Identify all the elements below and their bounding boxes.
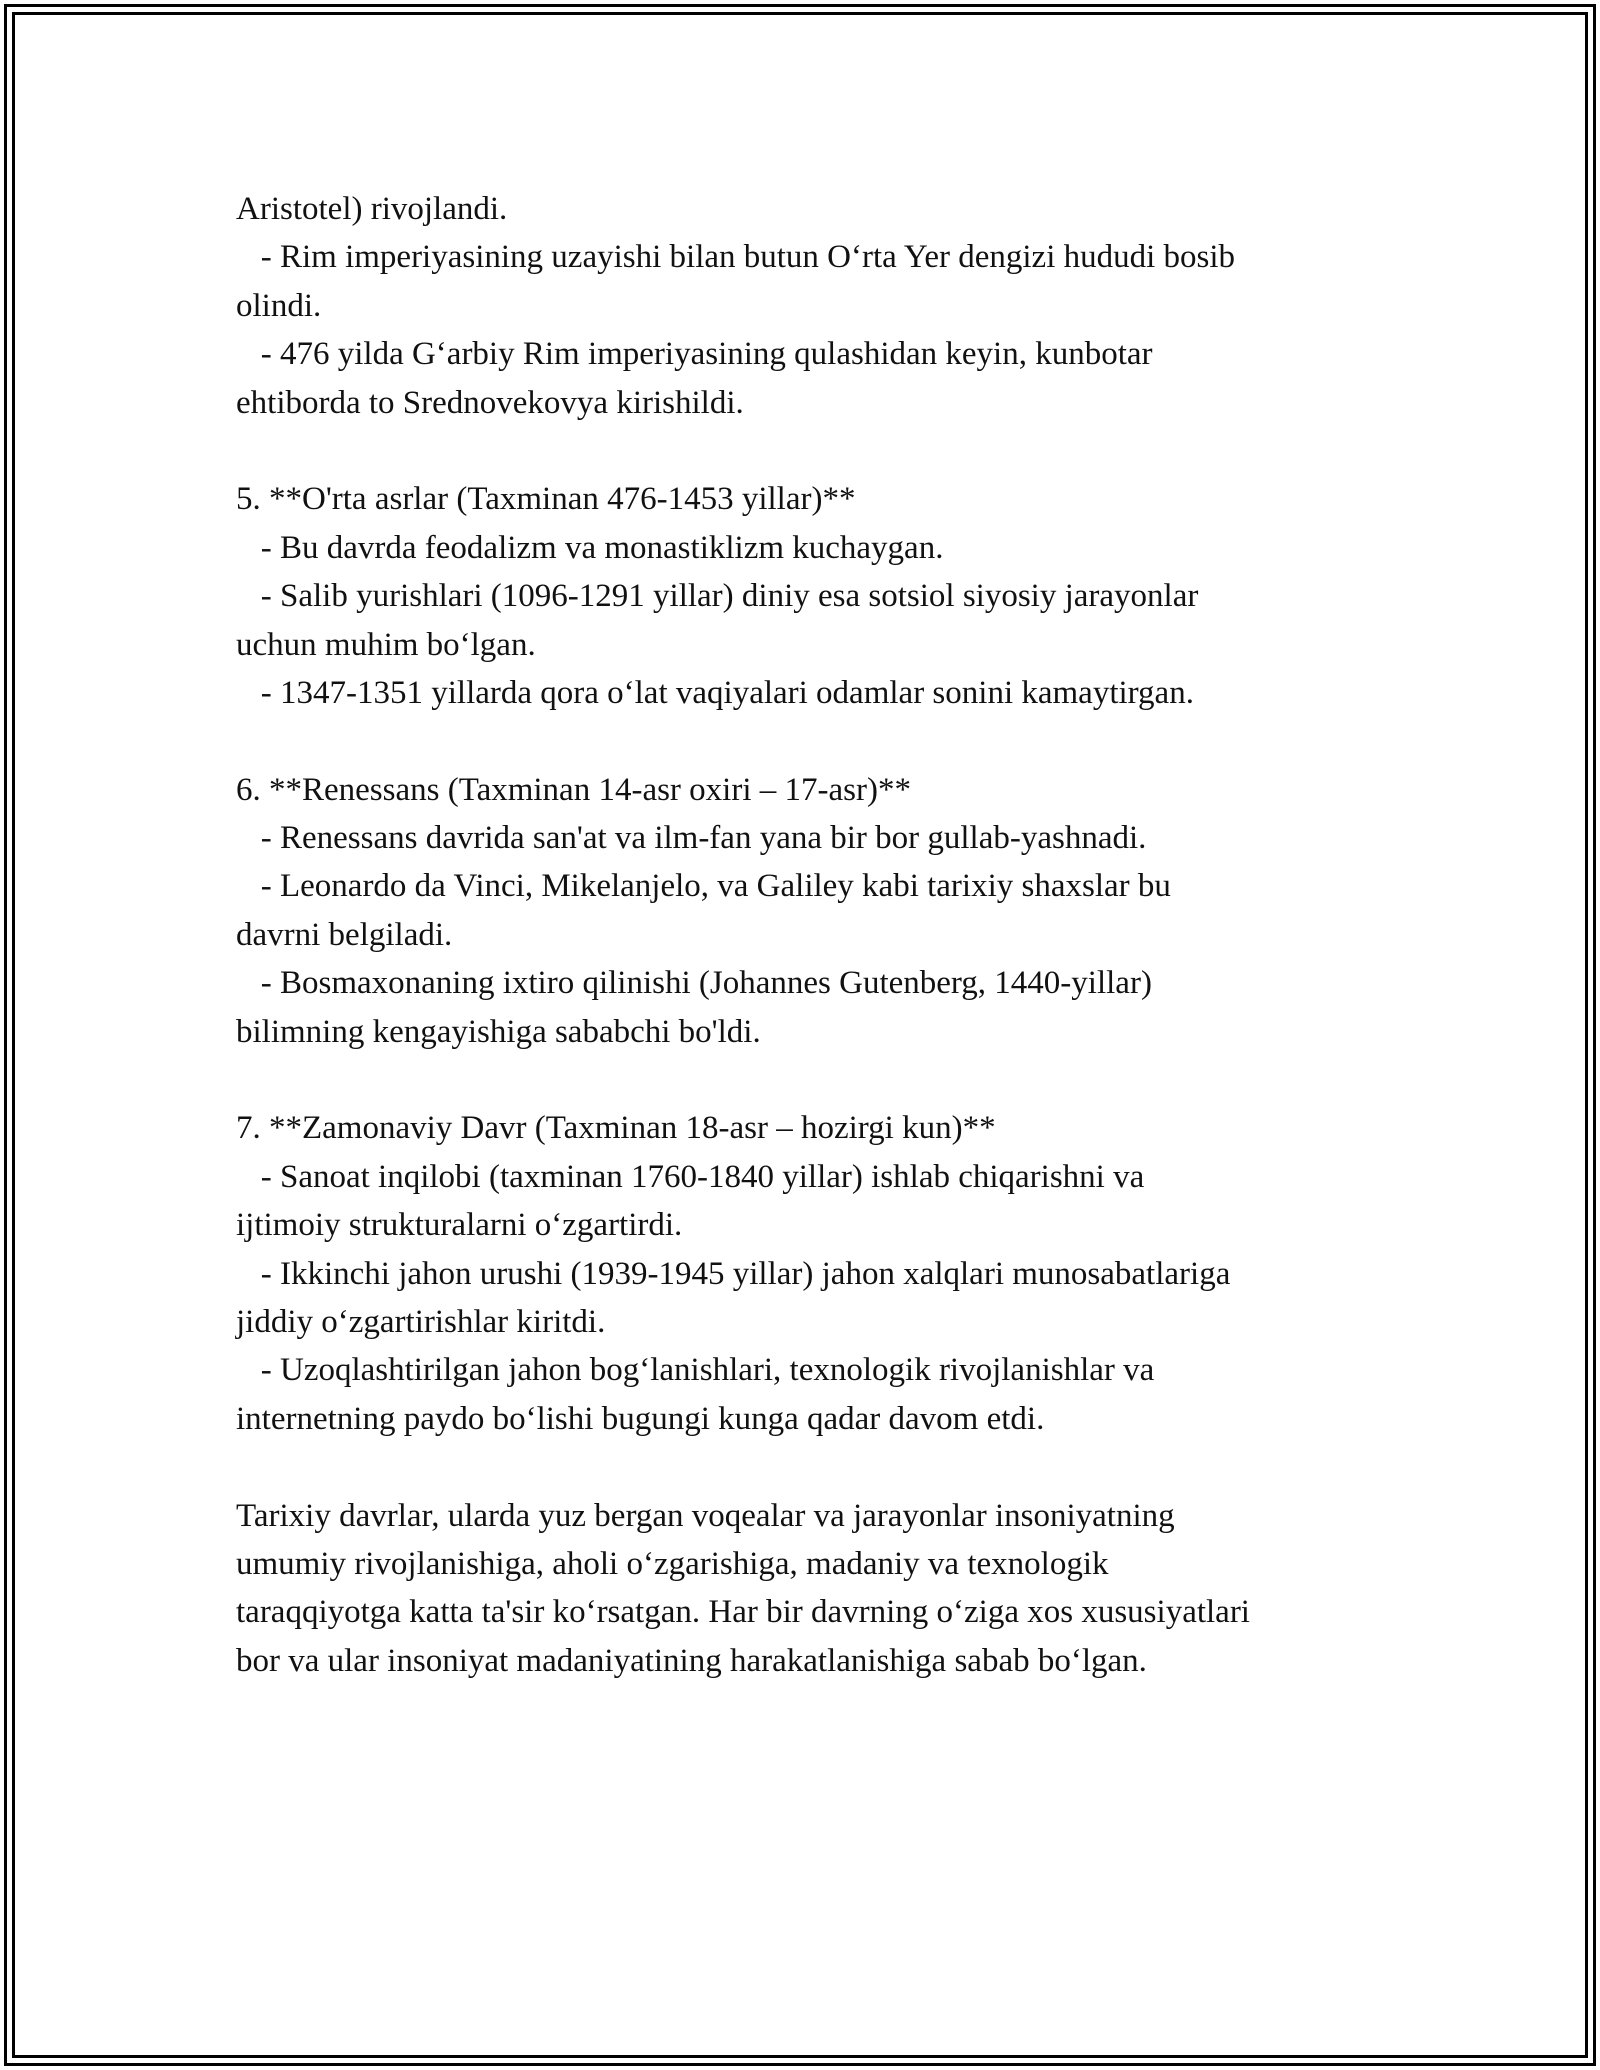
section-line: ijtimoiy strukturalarni o‘zgartirdi. <box>236 1207 683 1244</box>
section-line: - Renessans davrida san'at va ilm-fan yana bir bor gullab-yashnadi. <box>236 820 1147 857</box>
paragraph-spacer <box>236 427 1416 475</box>
section-heading: 5. **O'rta asrlar (Taxminan 476-1453 yillar)** <box>236 481 856 518</box>
conclusion-paragraph <box>236 1492 1416 1686</box>
conclusion-line: Tarixiy davrlar, ularda yuz bergan voqealar va jarayonlar insoniyatning <box>236 1497 1175 1534</box>
intro-line: ehtiborda to Srednovekovya kirishildi. <box>236 384 744 421</box>
section-line: - Bu davrda feodalizm va monastiklizm kuchaygan. <box>236 529 944 566</box>
intro-line: - Rim imperiyasining uzayishi bilan butun O‘rta Yer dengizi hududi bosib <box>236 239 1236 276</box>
document-body <box>236 185 1416 1685</box>
conclusion-line: taraqqiyotga katta ta'sir ko‘rsatgan. Har bir davrning o‘ziga xos xususiyatlari <box>236 1594 1250 1631</box>
section-line: jiddiy o‘zgartirishlar kiritdi. <box>236 1303 606 1340</box>
section-line: bilimning kengayishiga sababchi bo'ldi. <box>236 1013 761 1050</box>
section-line: uchun muhim bo‘lgan. <box>236 626 536 663</box>
section-line: - Bosmaxonaning ixtiro qilinishi (Johannes Gutenberg, 1440-yillar) <box>236 965 1152 1002</box>
section-heading: 6. **Renessans (Taxminan 14-asr oxiri – 17-asr)** <box>236 771 911 808</box>
intro-line: Aristotel) rivojlandi. <box>236 191 508 227</box>
section-line: - Ikkinchi jahon urushi (1939-1945 yillar) jahon xalqlari munosabatlariga <box>236 1255 1231 1292</box>
section-line: - 1347-1351 yillarda qora o‘lat vaqiyalari odamlar sonini kamaytirgan. <box>236 674 1194 711</box>
intro-block <box>236 185 1416 427</box>
section-middle-ages <box>236 475 1416 717</box>
paragraph-spacer <box>236 1443 1416 1491</box>
section-line: - Sanoat inqilobi (taxminan 1760-1840 yillar) ishlab chiqarishni va <box>236 1158 1145 1195</box>
section-line: - Salib yurishlari (1096-1291 yillar) diniy esa sotsiol siyosiy jarayonlar <box>236 578 1199 615</box>
section-modern-era <box>236 1104 1416 1443</box>
section-line: internetning paydo bo‘lishi bugungi kunga qadar davom etdi. <box>236 1400 1045 1437</box>
intro-line: - 476 yilda G‘arbiy Rim imperiyasining qulashidan keyin, kunbotar <box>236 336 1153 373</box>
intro-line: olindi. <box>236 287 322 324</box>
section-line: davrni belgiladi. <box>236 916 453 953</box>
section-renaissance <box>236 766 1416 1056</box>
paragraph-spacer <box>236 1056 1416 1104</box>
section-line: - Uzoqlashtirilgan jahon bog‘lanishlari, texnologik rivojlanishlar va <box>236 1352 1155 1389</box>
section-line: - Leonardo da Vinci, Mikelanjelo, va Galiley kabi tarixiy shaxslar bu <box>236 868 1171 905</box>
conclusion-line: umumiy rivojlanishiga, aholi o‘zgarishiga, madaniy va texnologik <box>236 1545 1109 1582</box>
section-heading: 7. **Zamonaviy Davr (Taxminan 18-asr – hozirgi kun)** <box>236 1110 996 1147</box>
conclusion-line: bor va ular insoniyat madaniyatining harakatlanishiga sabab bo‘lgan. <box>236 1642 1147 1679</box>
paragraph-spacer <box>236 717 1416 765</box>
